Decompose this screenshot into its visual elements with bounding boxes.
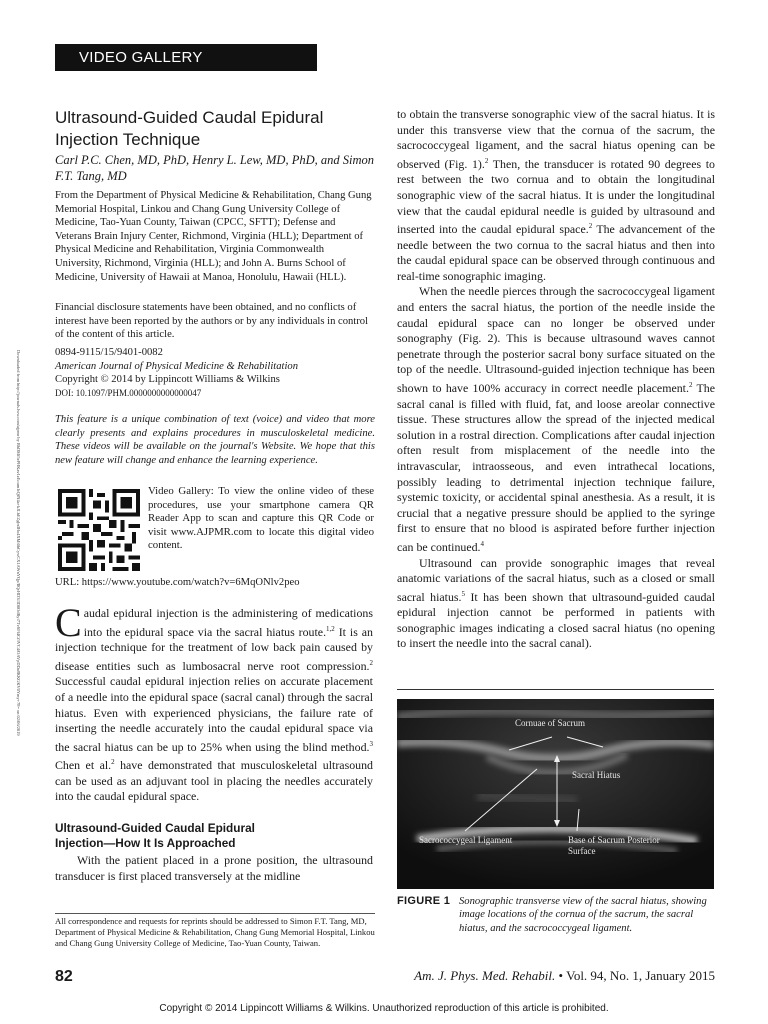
figure-rule bbox=[397, 689, 714, 690]
video-gallery-note: Video Gallery: To view the online video of these procedures, use your smartphone camera QR Reader App to scan and capture this QR Code or visit www.AJPMR.com to locate this digital video content. bbox=[148, 485, 374, 552]
intro-paragraph: Caudal epidural injection is the administering of medications into the epidural space via the sacral hiatus route.$^{1,2}$ It is an injection technique for the treatment of low back pain caused by disease entities such as lumbosacral nerve root compression.$^2$ Successful caudal epidural injection relies on accurate placement of a needle into the epidural space (sacral canal) through the sacral hiatus. Even with experienced physicians, the failure rate of inserting the needle accurately into the caudal epidural space via the sacral hiatus can be up to 25% when using the blind method.$^3$ Chen et al.$^2$ have demonstrated that musculoskeletal ultrasound can be used as an adjuvant tool in placing the needles accurately into the caudal epidural space. bbox=[55, 600, 373, 804]
label-cornuae: Cornuae of Sacrum bbox=[515, 718, 585, 728]
copyright-notice: Copyright © 2014 Lippincott Williams & Wilkins. Unauthorized reproduction of this article is prohibited. bbox=[159, 1003, 609, 1014]
journal-issue: Vol. 94, No. 1, January 2015 bbox=[566, 968, 715, 983]
journal-separator: • bbox=[558, 968, 564, 983]
approach-paragraph: With the patient placed in a prone position, the ultrasound transducer is first placed transversely at the midline bbox=[55, 853, 373, 883]
body-left-column bbox=[55, 600, 373, 884]
label-hiatus: Sacral Hiatus bbox=[572, 770, 621, 780]
label-ligament: Sacrococcygeal Ligament bbox=[419, 835, 513, 845]
article-title: Ultrasound-Guided Caudal Epidural Injection Technique bbox=[55, 108, 324, 149]
page-number: 82 bbox=[55, 968, 73, 985]
right-paragraph-2: When the needle pierces through the sacrococcygeal ligament and enters the sacral hiatus, the portion of the needle inside the caudal epidural space can no longer be observed under sonography (Fig. 2). This is because ultrasound waves cannot penetrate through the posterior sacral bony surface situated on the top of the needle. Ultrasound-guided injection technique has been shown to have 100% accuracy in correct needle placement.$^2$ The sacral canal is filled with fluid, fat, and loose areolar connective tissue. These structures allow the spread of the injected medical solution in a rostral direction. Complications after caudal injection often result from misplacement of the needle into the intravascular, intraosseous, and even intrathecal locations, possibly leading to detrimental injection technique failure, systemic toxicity, or accidental spinal anesthesia. As a result, it is crucial that a negative pressure should be applied to the syringe first to ensure that no blood is aspirated before further injection can be continued.$^4$ bbox=[397, 284, 715, 554]
issn: 0894-9115/15/9401-0082 bbox=[55, 347, 163, 358]
figure-caption: Sonographic transverse view of the sacral hiatus, showing image locations of the cornua of the sacrum, the sacral hiatus, and the sacrococcygeal ligament. bbox=[459, 896, 707, 934]
correspondence-footnote: All correspondence and requests for reprints should be addressed to Simon F.T. Tang, MD, Department of Physical Medicine & Rehabilitation, Chang Gung Memorial Hospital, Linkou and Chang Gung University College of Medicine, Tao-Yuan County, Taiwan. bbox=[55, 913, 375, 949]
journal-footer bbox=[397, 968, 715, 984]
journal-name: American Journal of Physical Medicine & Rehabilitation bbox=[55, 360, 299, 372]
body-right-column bbox=[397, 107, 715, 652]
article-authors: Carl P.C. Chen, MD, PhD, Henry L. Lew, MD, PhD, and Simon F.T. Tang, MD bbox=[55, 153, 374, 183]
qr-code-icon[interactable] bbox=[58, 489, 140, 571]
label-base: Base of Sacrum Posterior Surface bbox=[568, 835, 660, 856]
section-heading: Ultrasound-Guided Caudal Epidural Injection—How It Is Approached bbox=[55, 821, 255, 850]
video-url[interactable]: URL: https://www.youtube.com/watch?v=6MqONlv2peo bbox=[55, 577, 300, 588]
right-paragraph-3: Ultrasound can provide sonographic images that reveal anatomic variations of the sacral hiatus, such as a closed or small sacral hiatus.$^5$ It has been shown that ultrasound-guided caudal epidural injection cannot be performed in patients with sonographic images indicating a closed sacral hiatus (no opening to insert the needle into the sacral canal). bbox=[397, 555, 715, 651]
publication-info bbox=[55, 346, 373, 400]
journal-abbr: Am. J. Phys. Med. Rehabil. bbox=[414, 968, 556, 983]
feature-note: This feature is a unique combination of text (voice) and video that more clearly presents and explains procedures in musculoskeletal medicine. These videos will be available on the journal's Website. We hope that this new feature will change and enhance the learning experience. bbox=[55, 414, 375, 466]
disclosure: Financial disclosure statements have been obtained, and no conflicts of interest have been reported by the authors or by any individuals in control of the content of this article. bbox=[55, 302, 369, 341]
copyright-line: Copyright © 2014 by Lippincott Williams & Wilkins bbox=[55, 374, 280, 386]
doi: DOI: 10.1097/PHM.0000000000000047 bbox=[55, 387, 202, 398]
download-watermark: Downloaded from http://journals.lww.com/ajpmr by BhDMf5ePHKav1zEoum1tQfN4a+kJLhEZgbsIHo4XMi0hCywCX1AWnYQp/IlQrHD3i3D0OdRyi7TvSFl4Cf3VC4/OAVpDDa8KKGKV0Ymy+78= on 02/06/2019 bbox=[16, 350, 21, 736]
section-banner: VIDEO GALLERY bbox=[55, 44, 317, 71]
drop-cap: C bbox=[55, 600, 82, 645]
affiliation: From the Department of Physical Medicine & Rehabilitation, Chang Gung Memorial Hospital, Linkou and Chang Gung University College of Medicine, Tao-Yuan County, Taiwan (CPCC, SFTT); Defense and Veterans Brain Injury Center, Richmond, Virginia (HLL); Department of Physical Medicine and Rehabilitation, Virginia Commonwealth University, Richmond, Virginia (HLL); and John A. Burns School of Medicine, University of Hawaii at Manoa, Honolulu, Hawaii (HLL). bbox=[55, 190, 372, 283]
ultrasound-image bbox=[397, 699, 714, 889]
figure-label: FIGURE 1 bbox=[397, 895, 451, 907]
right-paragraph-1: to obtain the transverse sonographic view of the sacral hiatus. It is under this transverse view that the cornua of the sacrum, the sacrococcygeal ligament, and the sacral hiatus opening can be observed (Fig. 1).$^2$ Then, the transducer is rotated 90 degrees to rest between the two cornua and to obtain the longitudinal sonographic view of the sacral hiatus. It is under the longitudinal view that the caudal epidural needle is guided by ultrasound and inserted into the caudal epidural space.$^2$ The advancement of the needle between the two cornua to the sacral hiatus and then into the caudal epidural space can be observed through continuous and real-time sonographic imaging. bbox=[397, 107, 715, 283]
